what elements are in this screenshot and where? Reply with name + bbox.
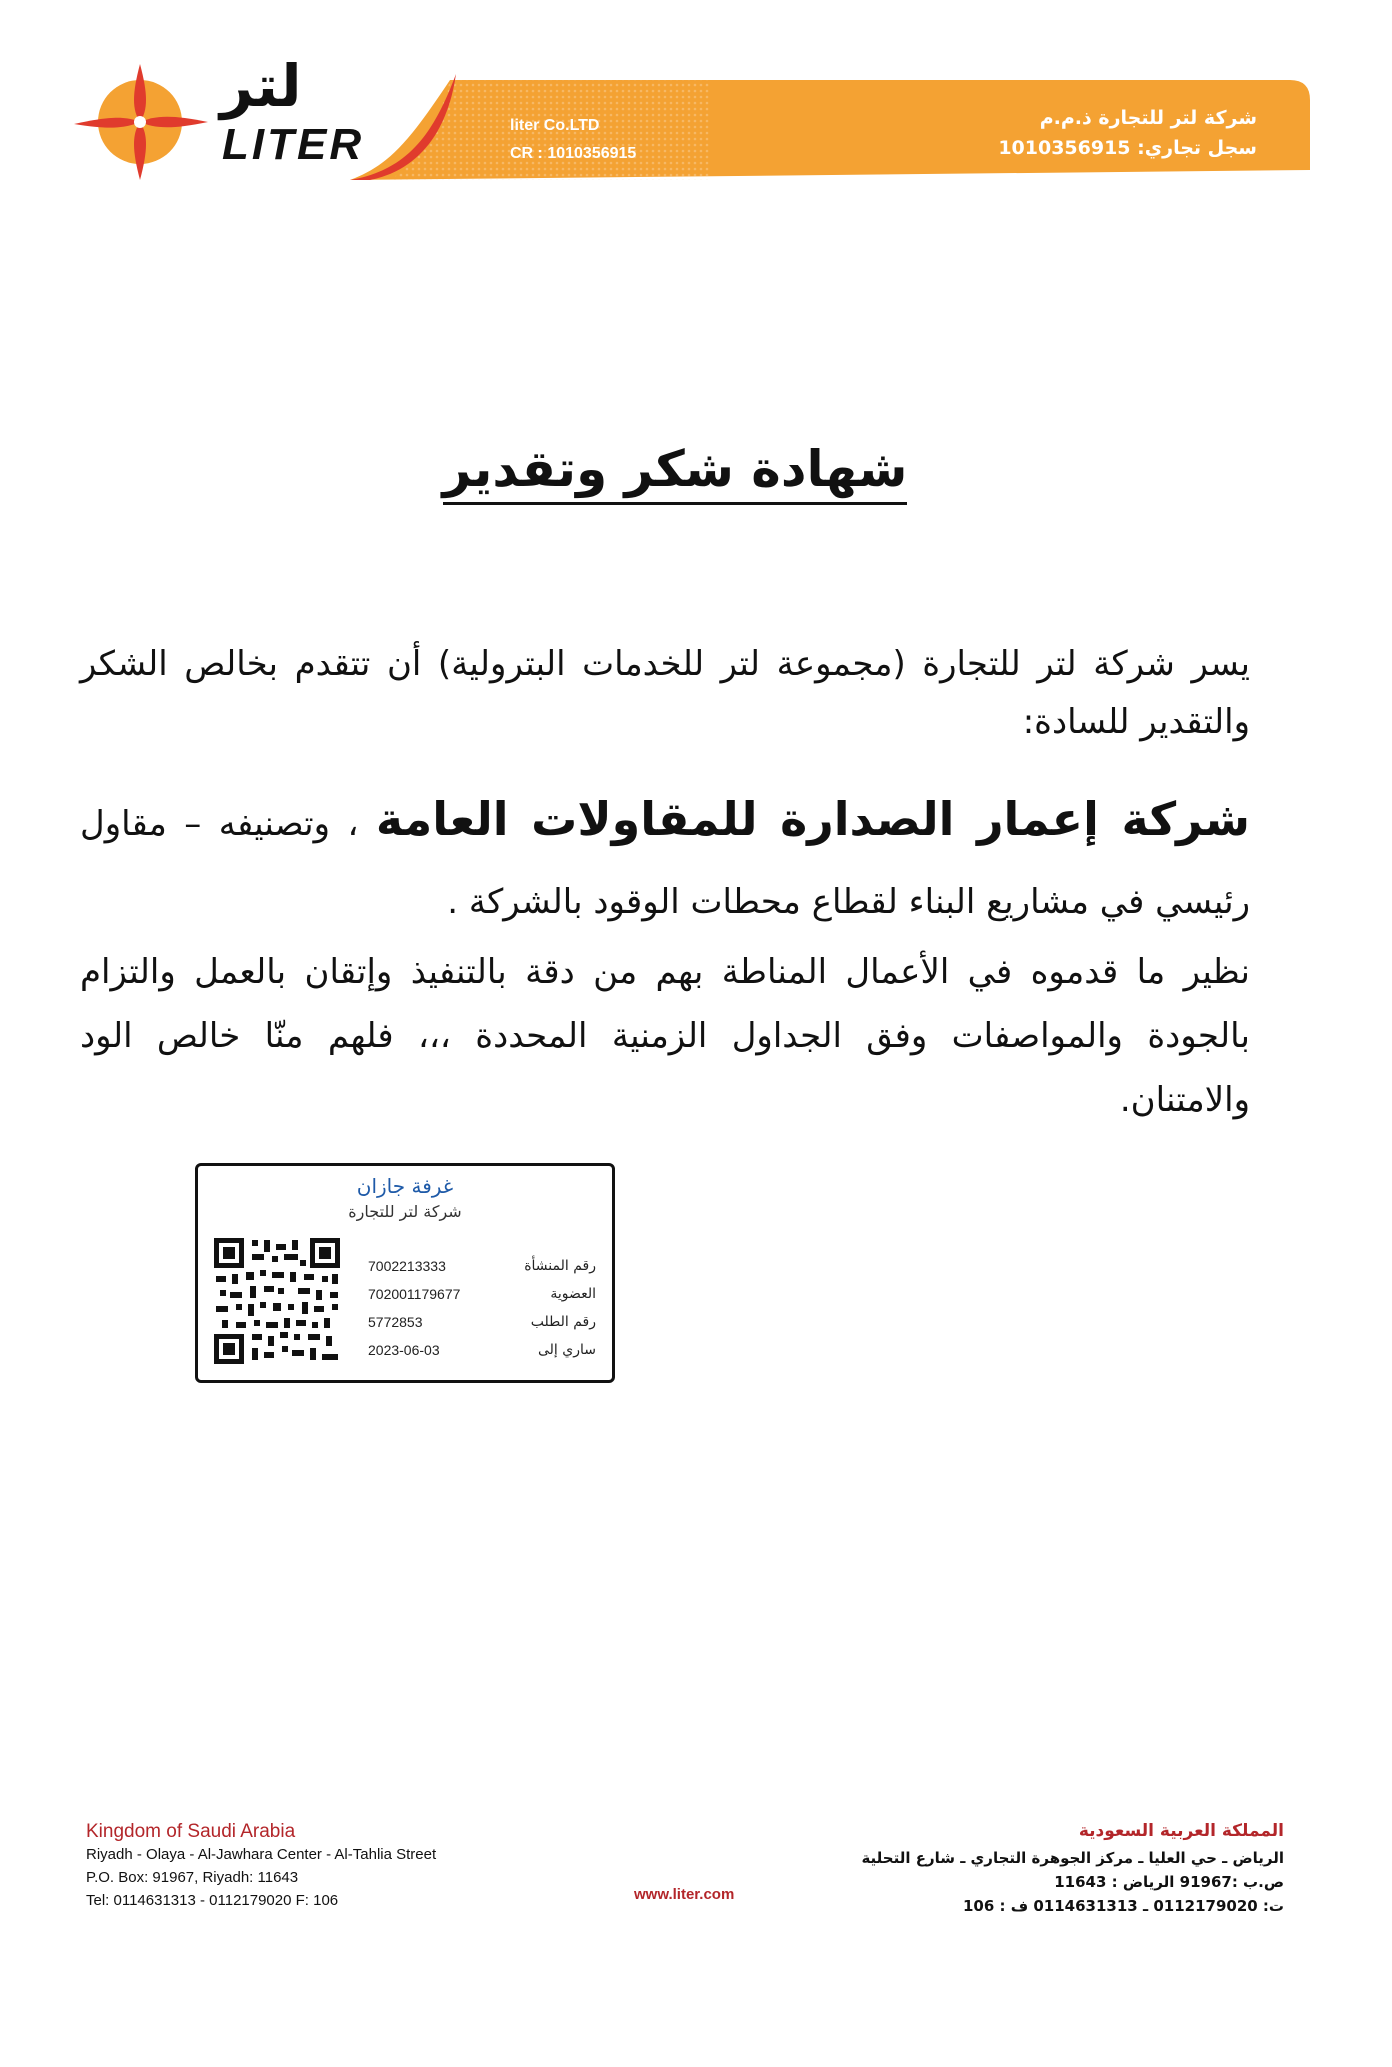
company-logo [70,50,370,190]
banner-company-en: liter Co.LTD [510,117,600,134]
stamp-row-membership [368,1286,596,1310]
liter-logo-icon [70,50,220,190]
stamp-row-label: رقم المنشأة [524,1258,596,1274]
footer-pobox-en: P.O. Box: 91967, Riyadh: 11643 [86,1869,299,1886]
stamp-company-name: شركة لتر للتجارة [348,1202,462,1221]
stamp-row-label: ساري إلى [538,1342,596,1358]
stamp-row-valid-until [368,1342,596,1366]
stamp-row-value: 7002213333 [368,1258,446,1274]
stamp-row-value: 2023-06-03 [368,1342,440,1358]
footer-country-ar: المملكة العربية السعودية [1078,1821,1284,1841]
footer-arabic-address [861,1816,1284,1918]
footer-address-en: Riyadh - Olaya - Al-Jawhara Center - Al-Tahlia Street [86,1846,437,1863]
banner-company-ar: شركة لتر للتجارة ذ.م.م [1039,107,1257,129]
logo-english-text: LITER [222,120,365,169]
footer-pobox-ar: ص.ب :91967 الرياض : 11643 [1054,1873,1284,1891]
certificate-title: شهادة شكر وتقدير [443,440,908,505]
banner-arabic-info [998,103,1257,163]
recipient-company: شركة إعمار الصدارة للمقاولات العامة [375,792,1250,846]
stamp-row-value: 702001179677 [368,1286,461,1302]
closing-paragraph: نظير ما قدموه في الأعمال المناطة بهم من دقة بالتنفيذ وإتقان بالعمل والتزام بالجودة والمواصفات وفق الجداول الزمنية المحددة ،،، فلهم منّا خالص الود والامتنان. [80,952,1250,1120]
stamp-row-establishment [368,1258,596,1282]
recipient-classification: ، وتصنيفه – مقاول رئيسي في مشاريع البناء لقطاع محطات الوقود بالشركة . [80,804,1250,922]
footer-tel-en: Tel: 0114631313 - 0112179020 F: 106 [86,1892,339,1909]
stamp-row-request [368,1314,596,1338]
footer-country-en: Kingdom of Saudi Arabia [86,1821,296,1842]
logo-arabic-text: لتر [220,52,302,120]
stamp-row-value: 5772853 [368,1314,423,1330]
banner-cr-en: CR : 1010356915 [510,145,637,162]
qr-code-icon [212,1236,342,1366]
footer-tel-ar: ت: 0112179020 ـ 0114631313 ف : 106 [962,1897,1284,1915]
banner-cr-ar: سجل تجاري: 1010356915 [998,137,1257,159]
footer-website-link[interactable]: www.liter.com [634,1886,735,1903]
footer-address-ar: الرياض ـ حي العليا ـ مركز الجوهرة التجاري ـ شارع التحلية [861,1849,1284,1867]
banner-english-info [510,112,636,168]
chamber-stamp [195,1163,615,1383]
recipient-paragraph [80,780,1250,941]
footer-english-address [86,1820,436,1912]
stamp-chamber-name: غرفة جازان [356,1174,454,1198]
stamp-row-label: رقم الطلب [530,1314,596,1330]
stamp-row-label: العضوية [550,1286,596,1302]
intro-paragraph: يسر شركة لتر للتجارة (مجموعة لتر للخدمات البترولية) أن تتقدم بخالص الشكر والتقدير للسادة: [80,644,1250,742]
certificate-title-wrap [0,440,1350,498]
